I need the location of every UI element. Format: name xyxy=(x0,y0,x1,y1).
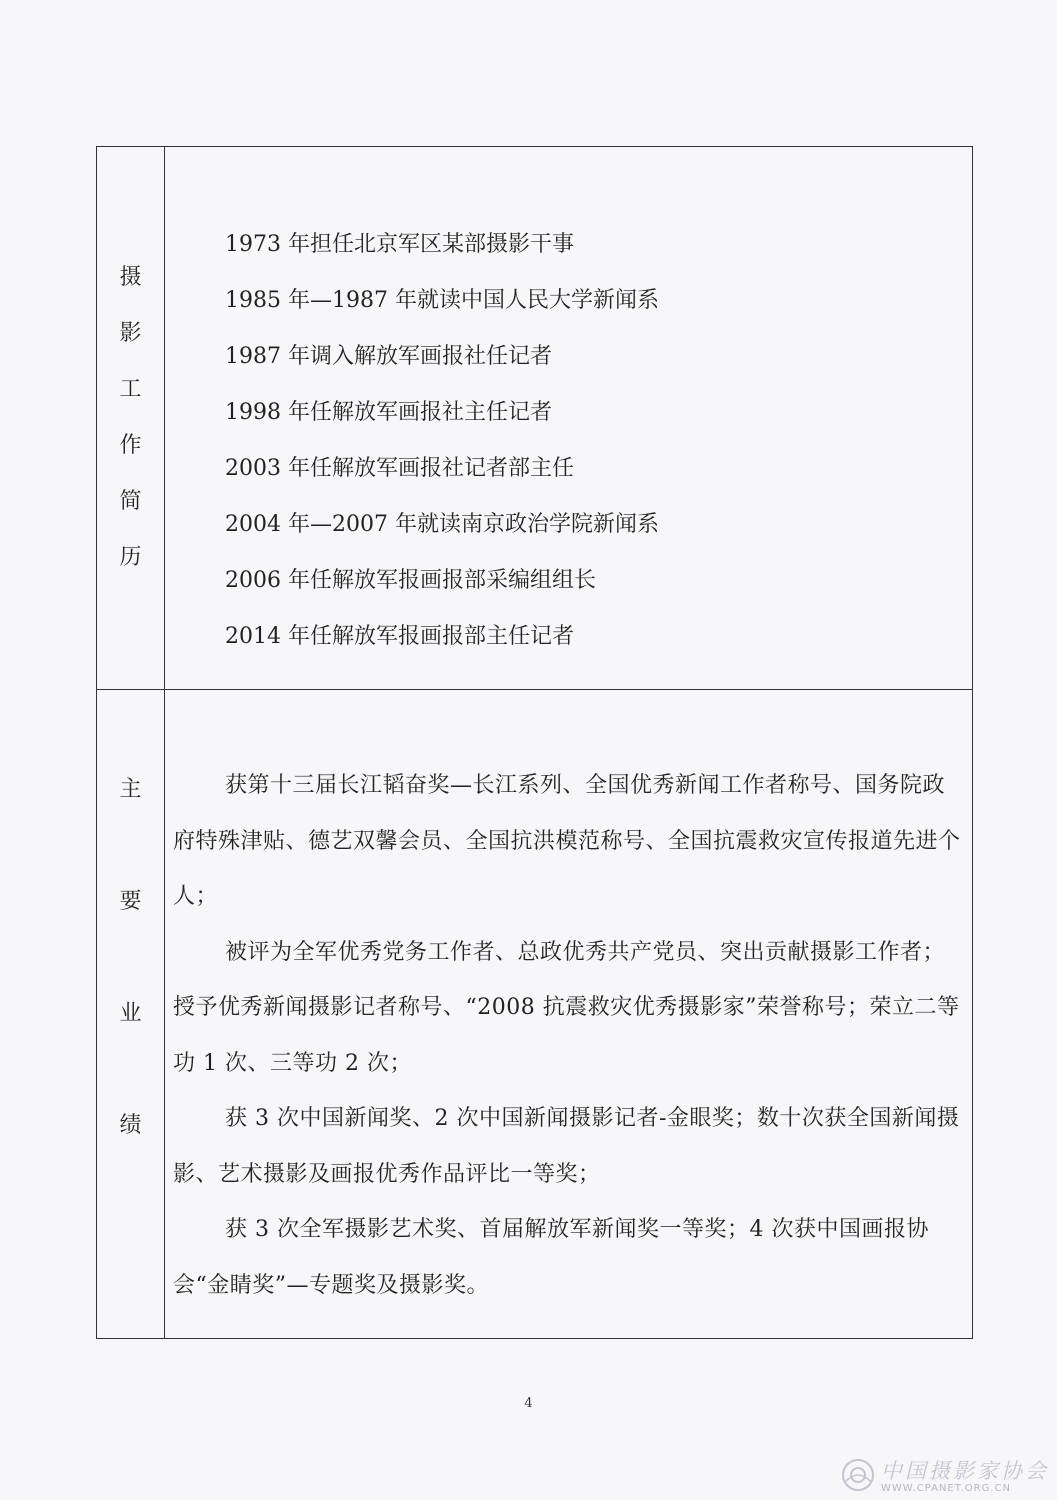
work-history-label xyxy=(97,147,164,603)
achievement-paragraph: 获第十三届长江韬奋奖—长江系列、全国优秀新闻工作者称号、国务院政府特殊津贴、德艺双馨会员、全国抗洪模范称号、全国抗震救灾宣传报道先进个人； xyxy=(173,773,961,909)
work-history-label-cell xyxy=(97,147,165,690)
watermark-text xyxy=(881,1455,1049,1494)
label-char: 工 xyxy=(119,377,142,402)
resume-form-table xyxy=(96,146,973,1339)
history-item: 2014 年任解放军报画报部主任记者 xyxy=(225,624,574,649)
work-history-content-cell xyxy=(165,147,973,690)
watermark-url: WWW.CPANET.ORG.CN xyxy=(881,1483,1012,1494)
history-item: 2006 年任解放军报画报部采编组组长 xyxy=(225,568,596,593)
cpa-logo-icon xyxy=(841,1458,875,1492)
watermark-name: 中国摄影家协会 xyxy=(881,1459,1049,1483)
achievements-row xyxy=(97,690,973,1339)
achievement-paragraph: 被评为全军优秀党务工作者、总政优秀共产党员、突出贡献摄影工作者；授予优秀新闻摄影记者称号、“2008 抗震救灾优秀摄影家”荣誉称号；荣立二等功 1 次、三等功 2 次； xyxy=(173,939,960,1076)
label-char: 业 xyxy=(119,1001,142,1026)
page-number: 4 xyxy=(524,1396,533,1411)
history-item: 1985 年—1987 年就读中国人民大学新闻系 xyxy=(225,288,659,313)
achievement-paragraph: 获 3 次中国新闻奖、2 次中国新闻摄影记者-金眼奖；数十次获全国新闻摄影、艺术摄影及画报优秀作品评比一等奖； xyxy=(173,1106,960,1187)
label-char: 简 xyxy=(119,489,142,514)
label-char: 摄 xyxy=(119,265,142,290)
achievement-paragraph: 获 3 次全军摄影艺术奖、首届解放军新闻奖一等奖；4 次获中国画报协会“金睛奖”—专题奖及摄影奖。 xyxy=(173,1217,929,1298)
label-char: 影 xyxy=(119,321,142,346)
history-item: 2004 年—2007 年就读南京政治学院新闻系 xyxy=(225,512,659,537)
history-item: 1987 年调入解放军画报社任记者 xyxy=(225,344,552,369)
label-char: 作 xyxy=(119,433,142,458)
work-history-row xyxy=(97,147,973,690)
history-item: 2003 年任解放军画报社记者部主任 xyxy=(225,456,574,481)
history-item: 1998 年任解放军画报社主任记者 xyxy=(225,400,552,425)
history-item: 1973 年担任北京军区某部摄影干事 xyxy=(225,232,574,257)
label-char: 历 xyxy=(119,545,142,570)
achievements-text xyxy=(165,690,972,1313)
watermark xyxy=(841,1455,1049,1494)
achievements-content-cell xyxy=(165,690,973,1339)
work-history-list xyxy=(165,147,972,665)
label-char: 要 xyxy=(119,889,142,914)
achievements-label-cell xyxy=(97,690,165,1339)
achievements-label xyxy=(97,690,164,1227)
label-char: 主 xyxy=(119,777,142,802)
label-char: 绩 xyxy=(119,1113,142,1138)
